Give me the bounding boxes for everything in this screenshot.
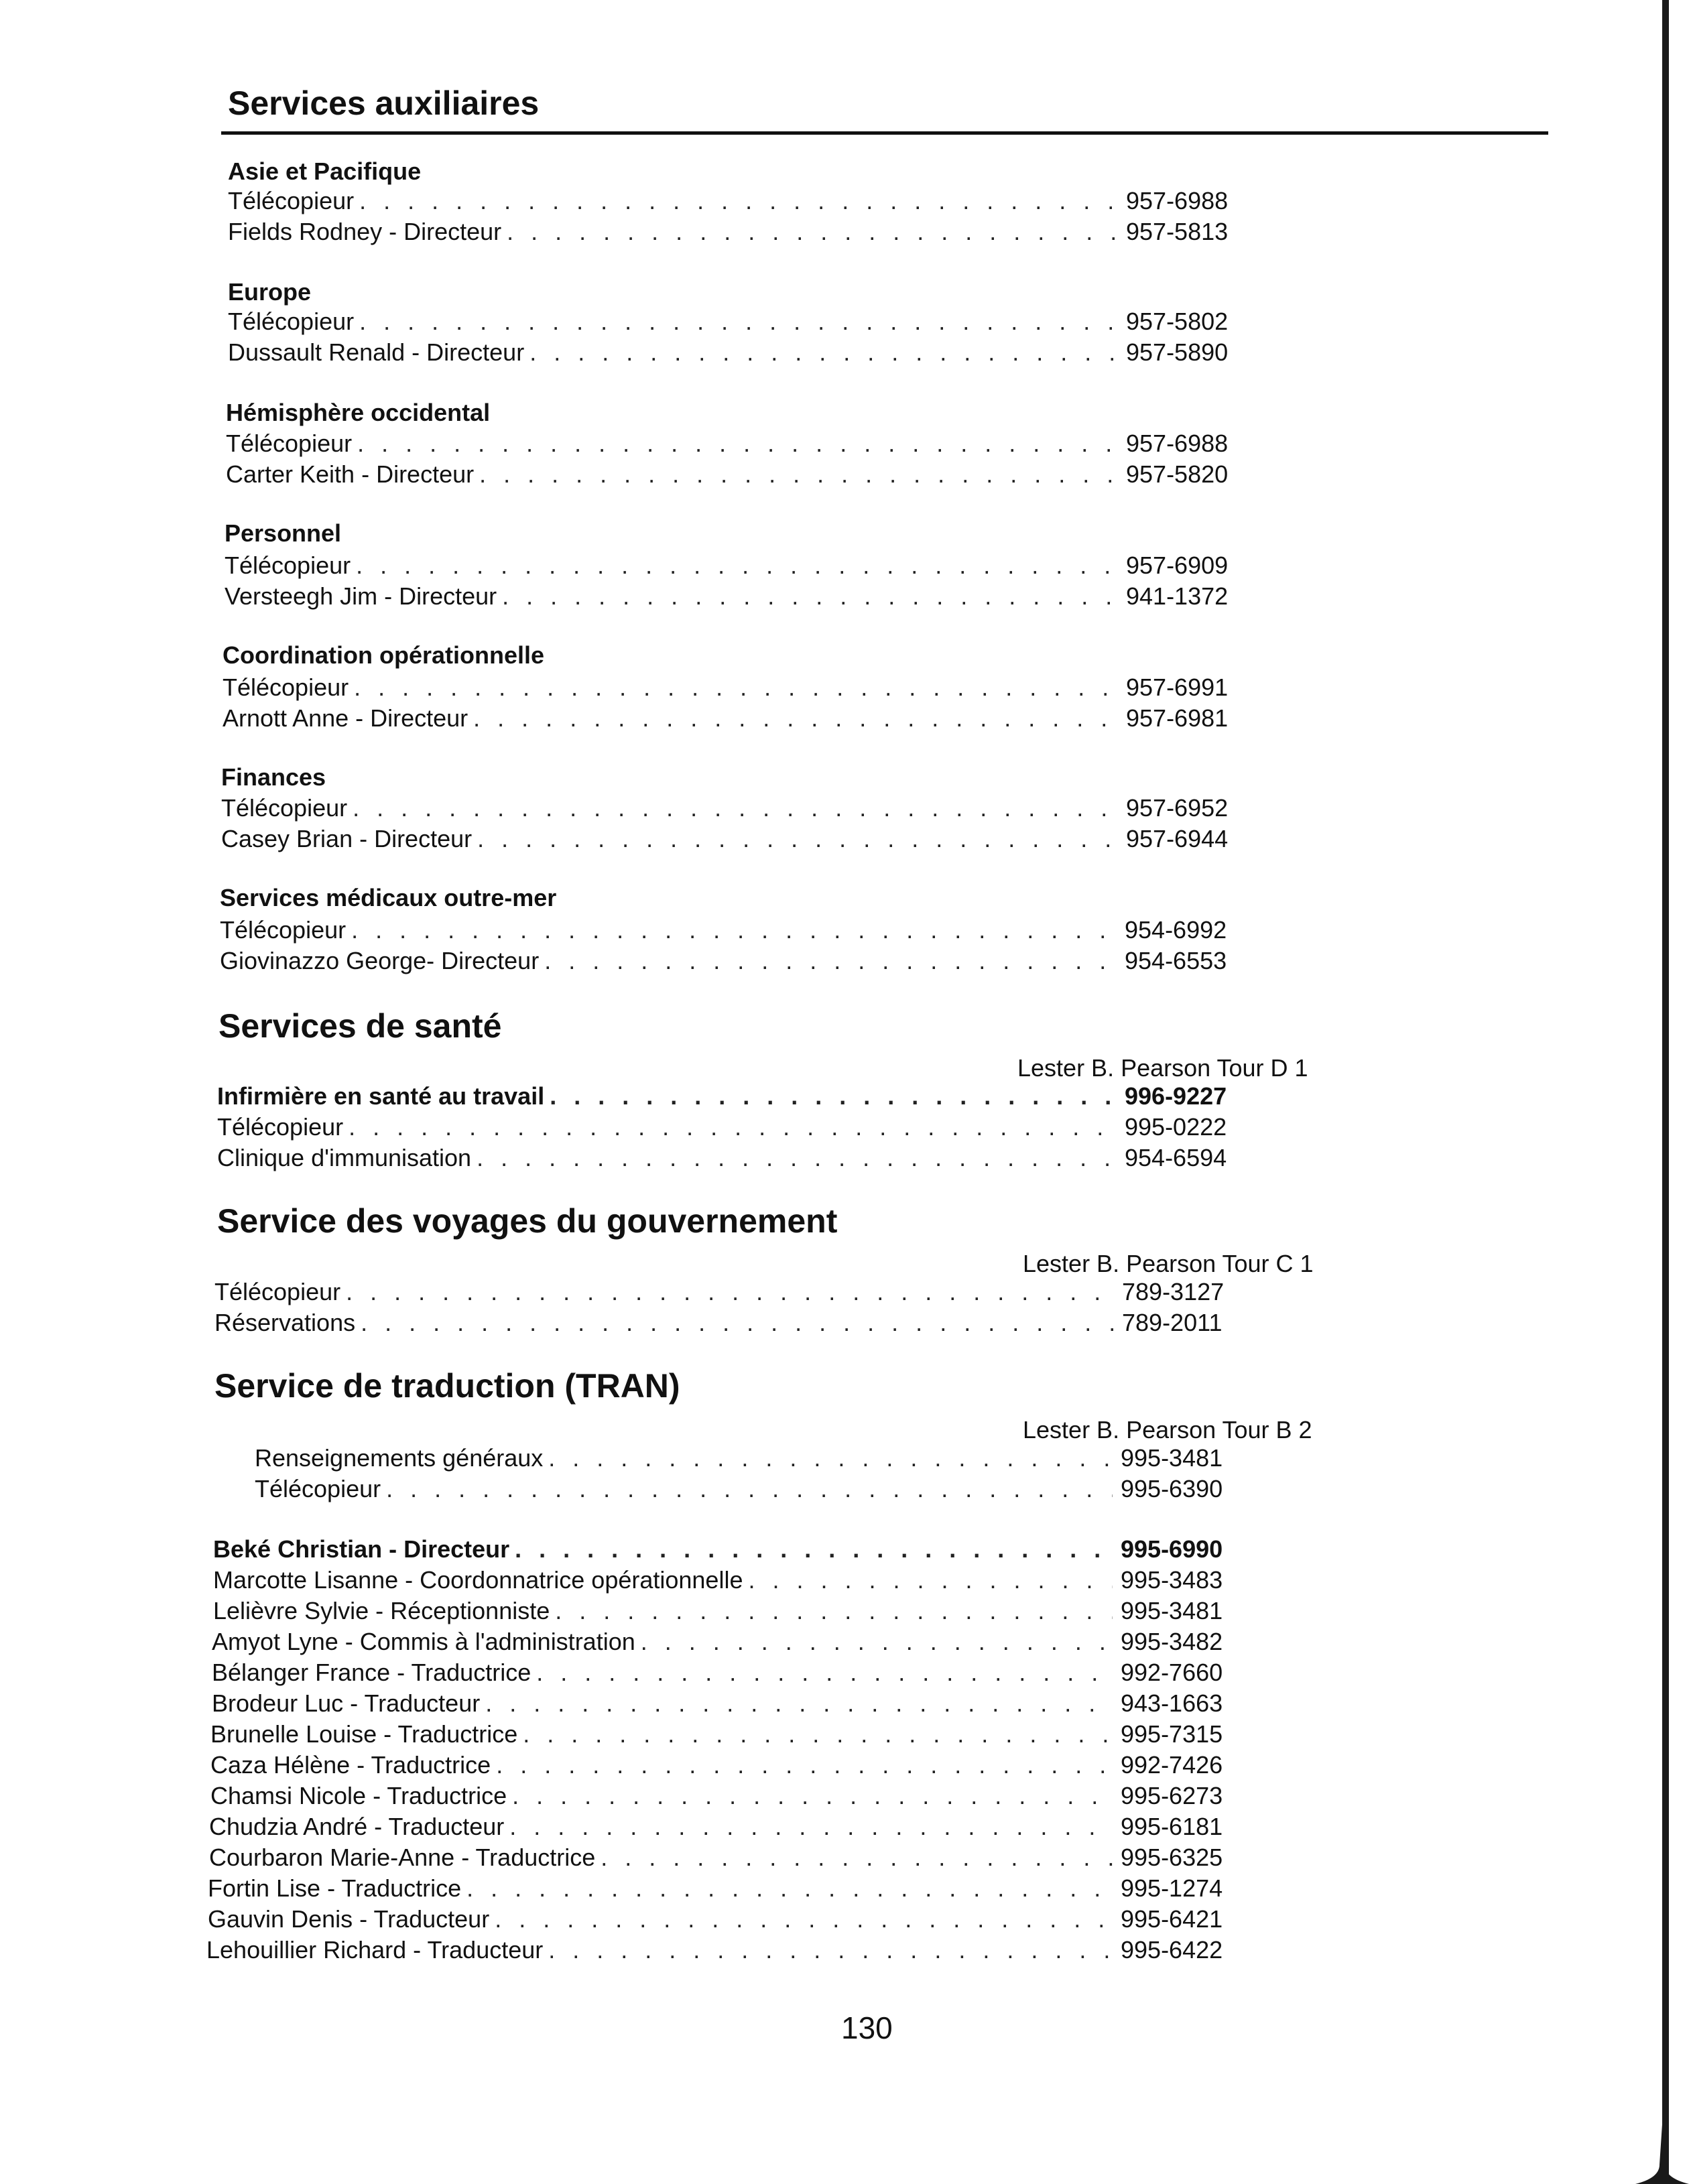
entry-label: Versteegh Jim - Directeur xyxy=(225,582,497,610)
entry-label: Courbaron Marie-Anne - Traductrice xyxy=(209,1844,596,1871)
entry-label: Chamsi Nicole - Traductrice xyxy=(210,1782,507,1809)
directory-entry xyxy=(214,1308,1236,1338)
dot-leader xyxy=(495,1905,1113,1934)
group-title: Personnel xyxy=(225,519,342,547)
entry-label: Télécopieur xyxy=(226,430,353,457)
entry-number: 957-5890 xyxy=(1126,338,1229,366)
dot-leader xyxy=(353,793,1118,823)
dot-leader xyxy=(507,217,1118,247)
dot-leader xyxy=(502,582,1118,611)
directory-entry xyxy=(221,824,1240,854)
dot-leader xyxy=(550,1082,1117,1111)
directory-entry xyxy=(220,946,1239,976)
entry-number: 995-6422 xyxy=(1121,1936,1223,1964)
entry-label: Fortin Lise - Traductrice xyxy=(208,1874,462,1902)
entry-label: Marcotte Lisanne - Coordonnatrice opérationnelle xyxy=(213,1566,743,1594)
section-title: Service de traduction (TRAN) xyxy=(214,1367,680,1405)
entry-label: Giovinazzo George- Directeur xyxy=(220,947,540,974)
entry-number: 957-5813 xyxy=(1126,218,1229,245)
entry-label: Télécopieur xyxy=(221,794,348,822)
dot-leader xyxy=(548,1935,1113,1965)
entry-label: Casey Brian - Directeur xyxy=(221,825,473,852)
group-title: Asie et Pacifique xyxy=(228,157,422,185)
dot-leader xyxy=(359,307,1118,336)
directory-entry xyxy=(223,673,1240,702)
group-title: Coordination opérationnelle xyxy=(223,641,545,669)
directory-entry xyxy=(226,429,1240,458)
entry-label: Télécopieur xyxy=(228,308,355,335)
group-title: Finances xyxy=(221,763,326,791)
directory-entry xyxy=(212,1689,1235,1718)
entry-number: 995-3481 xyxy=(1121,1597,1223,1624)
directory-entry xyxy=(226,460,1240,489)
directory-entry xyxy=(225,582,1240,611)
binding-corner-icon xyxy=(1635,2124,1689,2184)
entry-label: Amyot Lyne - Commis à l'administration xyxy=(212,1628,635,1655)
entry-number: 957-6981 xyxy=(1126,704,1229,732)
directory-entry xyxy=(214,1277,1236,1307)
entry-label: Caza Hélène - Traductrice xyxy=(210,1751,491,1779)
entry-number: 954-6594 xyxy=(1125,1144,1227,1171)
entry-number: 995-3483 xyxy=(1121,1566,1223,1594)
location-label: Lester B. Pearson Tour D 1 xyxy=(1017,1054,1308,1082)
directory-entry xyxy=(209,1843,1235,1872)
dot-leader xyxy=(515,1535,1113,1564)
entry-number: 957-5802 xyxy=(1126,308,1229,335)
entry-label: Dussault Renald - Directeur xyxy=(228,338,525,366)
page-number: 130 xyxy=(841,2010,893,2045)
entry-label: Brunelle Louise - Traductrice xyxy=(210,1720,518,1748)
dot-leader xyxy=(536,1658,1113,1687)
entry-number: 957-6909 xyxy=(1126,552,1229,579)
directory-entry xyxy=(212,1658,1235,1687)
directory-entry xyxy=(209,1812,1235,1842)
entry-number: 954-6992 xyxy=(1125,916,1227,944)
section-title: Services auxiliaires xyxy=(228,84,540,122)
directory-entry xyxy=(255,1474,1235,1504)
entry-number: 995-6421 xyxy=(1121,1905,1223,1933)
dot-leader xyxy=(357,429,1118,458)
entry-number: 995-6325 xyxy=(1121,1844,1223,1871)
entry-label: Télécopieur xyxy=(214,1278,341,1305)
entry-number: 995-6990 xyxy=(1121,1535,1223,1563)
directory-entry xyxy=(212,1627,1235,1657)
entry-label: Télécopieur xyxy=(228,187,355,214)
group-title: Europe xyxy=(228,278,312,306)
entry-label: Bélanger France - Traductrice xyxy=(212,1659,531,1686)
directory-entry xyxy=(225,551,1240,580)
dot-leader xyxy=(479,460,1118,489)
dot-leader xyxy=(351,915,1117,945)
directory-entry xyxy=(228,217,1240,247)
entry-label: Clinique d'immunisation xyxy=(217,1144,472,1171)
directory-entry xyxy=(208,1905,1235,1934)
directory-entry xyxy=(255,1443,1235,1473)
entry-number: 941-1372 xyxy=(1126,582,1229,610)
directory-entry xyxy=(208,1874,1235,1903)
entry-label: Brodeur Luc - Traducteur xyxy=(212,1689,481,1717)
dot-leader xyxy=(349,1112,1117,1142)
directory-entry xyxy=(228,186,1240,216)
directory-entry xyxy=(217,1143,1239,1173)
entry-label: Chudzia André - Traducteur xyxy=(209,1813,505,1840)
dot-leader xyxy=(748,1565,1113,1595)
location-label: Lester B. Pearson Tour B 2 xyxy=(1023,1416,1312,1443)
entry-label: Réservations xyxy=(214,1309,356,1336)
directory-entry xyxy=(213,1535,1235,1564)
dot-leader xyxy=(544,946,1117,976)
group-title: Services médicaux outre-mer xyxy=(220,884,557,911)
dot-leader xyxy=(601,1843,1113,1872)
directory-entry xyxy=(210,1781,1235,1811)
entry-number: 943-1663 xyxy=(1121,1689,1223,1717)
entry-number: 992-7660 xyxy=(1121,1659,1223,1686)
entry-label: Renseignements généraux xyxy=(255,1444,544,1472)
directory-entry xyxy=(213,1565,1235,1595)
entry-number: 957-6991 xyxy=(1126,673,1229,701)
entry-label: Carter Keith - Directeur xyxy=(226,460,475,488)
section-divider xyxy=(221,131,1548,135)
directory-entry xyxy=(223,704,1240,733)
entry-label: Télécopieur xyxy=(255,1475,381,1502)
entry-number: 957-6944 xyxy=(1126,825,1229,852)
entry-number: 995-6390 xyxy=(1121,1475,1223,1502)
dot-leader xyxy=(555,1596,1113,1626)
dot-leader xyxy=(346,1277,1114,1307)
entry-label: Fields Rodney - Directeur xyxy=(228,218,502,245)
entry-number: 995-6273 xyxy=(1121,1782,1223,1809)
directory-entry xyxy=(221,793,1240,823)
directory-entry xyxy=(220,915,1239,945)
directory-entry xyxy=(228,307,1240,336)
entry-number: 957-5820 xyxy=(1126,460,1229,488)
entry-number: 789-2011 xyxy=(1122,1309,1223,1336)
entry-label: Infirmière en santé au travail xyxy=(217,1082,545,1110)
entry-number: 995-3482 xyxy=(1121,1628,1223,1655)
entry-number: 957-6988 xyxy=(1126,430,1229,457)
entry-number: 992-7426 xyxy=(1121,1751,1223,1779)
directory-entry xyxy=(206,1935,1235,1965)
section-title: Service des voyages du gouvernement xyxy=(217,1202,838,1240)
entry-number: 995-1274 xyxy=(1121,1874,1223,1902)
dot-leader xyxy=(477,824,1118,854)
dot-leader xyxy=(356,551,1118,580)
dot-leader xyxy=(477,1143,1117,1173)
dot-leader xyxy=(548,1443,1113,1473)
entry-number: 789-3127 xyxy=(1122,1278,1225,1305)
entry-number: 995-7315 xyxy=(1121,1720,1223,1748)
entry-label: Télécopieur xyxy=(220,916,347,944)
directory-entry xyxy=(228,338,1240,367)
entry-number: 995-3481 xyxy=(1121,1444,1223,1472)
entry-label: Lehouillier Richard - Traducteur xyxy=(206,1936,544,1964)
entry-label: Beké Christian - Directeur xyxy=(213,1535,510,1563)
entry-label: Arnott Anne - Directeur xyxy=(223,704,468,732)
entry-number: 957-6988 xyxy=(1126,187,1229,214)
group-title: Hémisphère occidental xyxy=(226,399,491,426)
dot-leader xyxy=(359,186,1118,216)
entry-number: 957-6952 xyxy=(1126,794,1229,822)
directory-entry xyxy=(210,1750,1235,1780)
entry-label: Lelièvre Sylvie - Réceptionniste xyxy=(213,1597,550,1624)
dot-leader xyxy=(529,338,1118,367)
entry-label: Gauvin Denis - Traducteur xyxy=(208,1905,490,1933)
directory-entry xyxy=(217,1112,1239,1142)
dot-leader xyxy=(496,1750,1113,1780)
section-title: Services de santé xyxy=(218,1007,502,1045)
dot-leader xyxy=(386,1474,1113,1504)
dot-leader xyxy=(485,1689,1113,1718)
dot-leader xyxy=(354,673,1118,702)
entry-number: 996-9227 xyxy=(1125,1082,1227,1110)
location-label: Lester B. Pearson Tour C 1 xyxy=(1023,1250,1314,1277)
entry-label: Télécopieur xyxy=(225,552,351,579)
entry-label: Télécopieur xyxy=(223,673,349,701)
entry-label: Télécopieur xyxy=(217,1113,344,1141)
dot-leader xyxy=(466,1874,1113,1903)
directory-entry xyxy=(217,1082,1239,1111)
entry-number: 954-6553 xyxy=(1125,947,1227,974)
directory-entry xyxy=(210,1720,1235,1749)
dot-leader xyxy=(512,1781,1113,1811)
dot-leader xyxy=(473,704,1118,733)
binding-edge xyxy=(1662,0,1669,2184)
entry-number: 995-0222 xyxy=(1125,1113,1227,1141)
directory-entry xyxy=(213,1596,1235,1626)
dot-leader xyxy=(509,1812,1113,1842)
dot-leader xyxy=(361,1308,1114,1338)
dot-leader xyxy=(641,1627,1113,1657)
entry-number: 995-6181 xyxy=(1121,1813,1223,1840)
dot-leader xyxy=(523,1720,1113,1749)
